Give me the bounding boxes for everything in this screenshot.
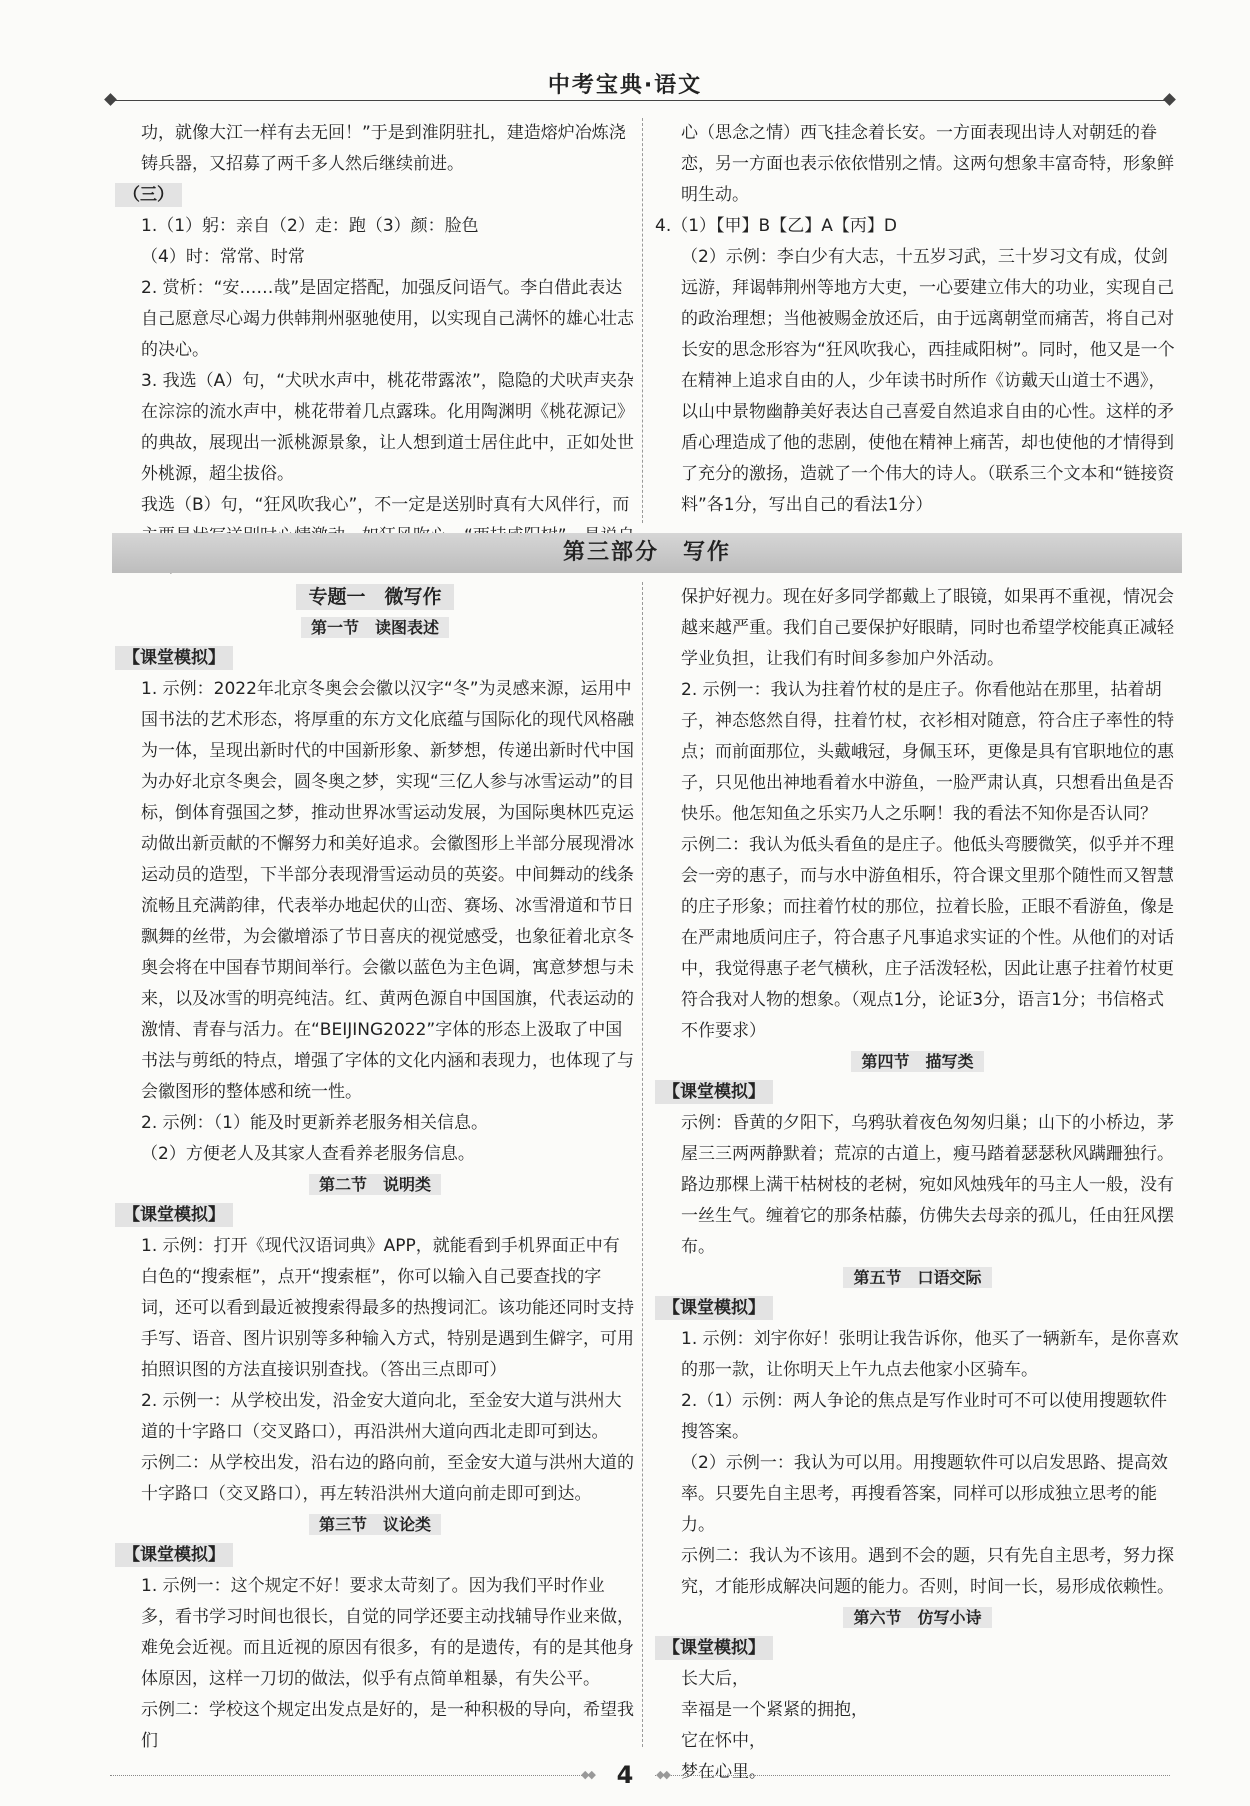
bottom-left-column bbox=[115, 582, 635, 1757]
continued-analysis: 心（思念之情）西飞挂念着长安。一方面表现出诗人对朝廷的眷恋，另一方面也表示依依惜别之情。这两句想象丰富奇特，形象鲜明生动。 bbox=[681, 123, 1174, 205]
answer-1b: （4）时：常常、时常 bbox=[141, 247, 305, 267]
section-title-5: 第五节 口语交际 bbox=[843, 1267, 991, 1288]
s2-answer-2a: 2. 示例一：从学校出发，沿金安大道向北，至金安大道与洪州大道的十字路口（交叉路口），再沿洪州大道向西北走即可到达。 bbox=[141, 1391, 622, 1442]
section-title-3: 第三节 议论类 bbox=[309, 1514, 441, 1535]
page-number: ◆◆ 4 ◆◆ bbox=[595, 1760, 655, 1790]
s1-answer-2a: 2. 示例：（1）能及时更新养老服务相关信息。 bbox=[141, 1113, 488, 1133]
bottom-right-column bbox=[655, 582, 1180, 1788]
poem-line-3: 它在怀中， bbox=[681, 1731, 766, 1751]
s1-answer-2b: （2）方便老人及其家人查看养老服务信息。 bbox=[141, 1144, 475, 1164]
top-left-column bbox=[115, 118, 635, 583]
s2-answer-1: 1. 示例：打开《现代汉语词典》APP，就能看到手机界面正中有白色的“搜索框”，点开“搜索框”，你可以输入自己要查找的字词，还可以看到最近被搜索得最多的热搜词汇。该功能还同时支持手写、语音、图片识别等多种输入方式，特别是遇到生僻字，可用拍照识图的方法直接识别查找。（答出三点即可） bbox=[141, 1236, 634, 1380]
s2-answer-2b: 示例二：从学校出发，沿右边的路向前，至金安大道与洪州大道的十字路口（交叉路口），再左转沿洪州大道向前走即可到达。 bbox=[141, 1453, 634, 1504]
section-title-2: 第二节 说明类 bbox=[309, 1174, 441, 1195]
answer-4b: （2）示例：李白少有大志，十五岁习武，三十岁习文有成，仗剑远游，拜谒韩荆州等地方大吏，一心要建立伟大的功业，实现自己的政治理想；当他被赐金放还后，由于远离朝堂而痛苦，将自己对长安的思念形容为“狂风吹我心，西挂咸阳树”。同时，他又是一个在精神上追求自由的人，少年读书时所作《访戴天山道士不遇》，以山中景物幽静美好表达自己喜爱自然追求自由的心性。这样的矛盾心理造成了他的悲剧，使他在精神上痛苦，却也使他的才情得到了充分的激扬，造就了一个伟大的诗人。（联系三个文本和“链接资料”各1分，写出自己的看法1分） bbox=[681, 247, 1175, 515]
s5-answer-2c: 示例二：我认为不该用。遇到不会的题，只有先自主思考，努力探究，才能形成解决问题的能力。否则，时间一长，易形成依赖性。 bbox=[681, 1546, 1174, 1597]
continued-translation: 功，就像大江一样有去无回！”于是到淮阴驻扎，建造熔炉冶炼浇铸兵器，又招募了两千多人然后继续前进。 bbox=[141, 123, 626, 174]
answer-2: 2. 赏析：“安……哉”是固定搭配，加强反问语气。李白借此表达自己愿意尽心竭力供韩荆州驱驰使用，以实现自己满怀的雄心壮志的决心。 bbox=[141, 278, 634, 360]
section-title-1: 第一节 读图表述 bbox=[301, 617, 449, 638]
top-right-column bbox=[655, 118, 1180, 521]
column-divider-bottom bbox=[642, 582, 643, 1747]
s5-answer-1: 1. 示例：刘宇你好！张明让我告诉你，他买了一辆新车，是你喜欢的那一款，让你明天上午九点去他家小区骑车。 bbox=[681, 1329, 1179, 1380]
practice-tag-2: 【课堂模拟】 bbox=[115, 1203, 233, 1227]
answer-3a: 3. 我选（A）句，“犬吠水声中，桃花带露浓”，隐隐的犬吠声夹杂在淙淙的流水声中，桃花带着几点露珠。化用陶渊明《桃花源记》的典故，展现出一派桃源景象，让人想到道士居住此中，正如处世外桃源，超尘拔俗。 bbox=[141, 371, 634, 484]
running-header: 中考宝典·语文 bbox=[547, 73, 703, 98]
answer-2a: 2. 示例一：我认为拄着竹杖的是庄子。你看他站在那里，拈着胡子，神态悠然自得，拄着竹杖，衣衫相对随意，符合庄子率性的特点；而前面那位，头戴峨冠，身佩玉环，更像是具有官职地位的惠子，只见他出神地看着水中游鱼，一脸严肃认真，只想看出鱼是否快乐。他怎知鱼之乐实乃人之乐啊！我的看法不知你是否认同？ bbox=[681, 680, 1174, 824]
practice-tag-6: 【课堂模拟】 bbox=[655, 1636, 773, 1660]
poem-line-4: 梦在心里。 bbox=[681, 1762, 766, 1782]
practice-tag-5: 【课堂模拟】 bbox=[655, 1296, 773, 1320]
poem-line-2: 幸福是一个紧紧的拥抱， bbox=[681, 1700, 868, 1720]
header-rule bbox=[110, 100, 1170, 101]
s1-answer-1: 1. 示例：2022年北京冬奥会会徽以汉字“冬”为灵感来源，运用中国书法的艺术形态，将厚重的东方文化底蕴与国际化的现代风格融为一体，呈现出新时代的中国新形象、新梦想，传递出新时代中国为办好北京冬奥会，圆冬奥之梦，实现“三亿人参与冰雪运动”的目标，倒体育强国之梦，推动世界冰雪运动发展，为国际奥林匹克运动做出新贡献的不懈努力和美好追求。会徽图形上半部分展现滑冰运动员的造型，下半部分表现滑雪运动员的英姿。中间舞动的线条流畅且充满韵律，代表举办地起伏的山峦、赛场、冰雪滑道和节日飘舞的丝带，为会徽增添了节日喜庆的视觉感受，也象征着北京冬奥会将在中国春节期间举行。会徽以蓝色为主色调，寓意梦想与未来，以及冰雪的明亮纯洁。红、黄两色源自中国国旗，代表运动的激情、青春与活力。在“BEIJING2022”字体的形态上汲取了中国书法与剪纸的特点，增强了字体的文化内涵和表现力，也体现了与会徽图形的整体感和统一性。 bbox=[141, 679, 635, 1102]
s4-answer: 示例：昏黄的夕阳下，乌鸦驮着夜色匆匆归巢；山下的小桥边，茅屋三三两两静默着；荒凉的古道上，瘦马踏着瑟瑟秋风蹒跚独行。路边那棵上满干枯树枝的老树，宛如风烛残年的马主人一般，没有一丝生气。缠着它的那条枯藤，仿佛失去母亲的孤儿，任由狂风摆布。 bbox=[681, 1113, 1174, 1257]
s5-answer-2a: 2.（1）示例：两人争论的焦点是写作业时可不可以使用搜题软件搜答案。 bbox=[681, 1391, 1168, 1442]
answer-1a: 1.（1）躬：亲自（2）走：跑（3）颜：脸色 bbox=[141, 216, 479, 236]
continued-answer: 保护好视力。现在好多同学都戴上了眼镜，如果再不重视，情况会越来越严重。我们自己要保护好眼睛，同时也希望学校能真正减轻学业负担，让我们有时间多参加户外活动。 bbox=[681, 587, 1174, 669]
practice-tag-4: 【课堂模拟】 bbox=[655, 1080, 773, 1104]
answer-4a: 4.（1）【甲】B【乙】A【丙】D bbox=[655, 216, 897, 236]
section-title-6: 第六节 仿写小诗 bbox=[843, 1607, 991, 1628]
section-title-4: 第四节 描写类 bbox=[851, 1051, 983, 1072]
answer-3b: 我选（B）句，“狂风吹我心”，不一定是送别时真有大风伴行，而 bbox=[141, 495, 630, 515]
poem-line-1: 长大后， bbox=[681, 1669, 749, 1689]
answer-2b: 示例二：我认为低头看鱼的是庄子。他低头弯腰微笑，似乎并不理会一旁的惠子，而与水中游鱼相乐，符合课文里那个随性而又智慧的庄子形象；而拄着竹杖的那位，拉着长脸，正眼不看游鱼，像是在严肃地质问庄子，符合惠子凡事追求实证的个性。从他们的对话中，我觉得惠子老气横秋，庄子活泼轻松，因此让惠子拄着竹杖更符合我对人物的想象。（观点1分，论证3分，语言1分；书信格式不作要求） bbox=[681, 835, 1174, 1041]
s3-answer-1b: 示例二：学校这个规定出发点是好的，是一种积极的导向，希望我们 bbox=[141, 1700, 634, 1751]
s5-answer-2b: （2）示例一：我认为可以用。用搜题软件可以启发思路、提高效率。只要先自主思考，再搜看答案，同样可以形成独立思考的能力。 bbox=[681, 1453, 1168, 1535]
practice-tag-1: 【课堂模拟】 bbox=[115, 646, 233, 670]
part-banner: 第三部分 写作 bbox=[112, 533, 1182, 573]
topic-title: 专题一 微写作 bbox=[296, 584, 453, 610]
practice-tag-3: 【课堂模拟】 bbox=[115, 1543, 233, 1567]
section-tag: （三） bbox=[115, 183, 182, 207]
column-divider-top bbox=[642, 118, 643, 523]
s3-answer-1a: 1. 示例一：这个规定不好！要求太苛刻了。因为我们平时作业多，看书学习时间也很长，自觉的同学还要主动找辅导作业来做，难免会近视。而且近视的原因有很多，有的是遗传，有的是其他身体原因，这样一刀切的做法，似乎有点简单粗暴，有失公平。 bbox=[141, 1576, 634, 1689]
